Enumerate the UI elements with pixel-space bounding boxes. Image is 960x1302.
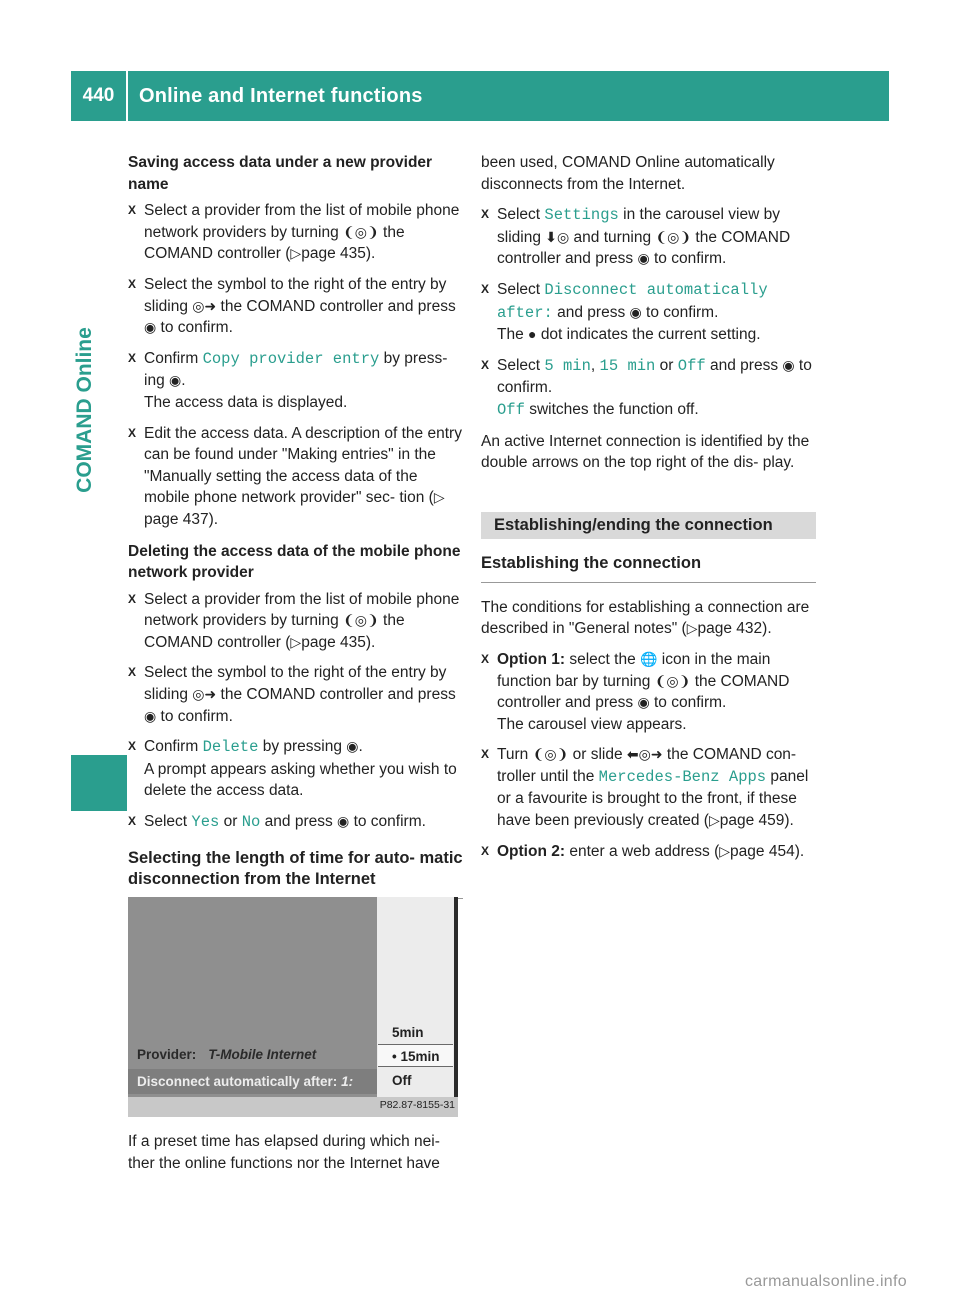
instruction-step: X Select 5 min, 15 min or Off and press ◉ to confirm. Off switches the function off. — [481, 356, 812, 419]
paragraph: An active Internet connection is identified by the double arrows on the top right of the dis- play. — [481, 432, 810, 472]
menu-item-yes: Yes — [191, 813, 220, 832]
slide-left-right-icon: ⬅◎➜ — [626, 746, 663, 763]
turn-controller-icon: ❨◎❩ — [343, 223, 379, 240]
menu-item-5min: 5 min — [544, 356, 591, 375]
header-divider — [126, 71, 128, 121]
menu-item-off: Off — [677, 356, 706, 375]
instruction-step: X Confirm Delete by pressing ◉. A prompt appears asking whether you wish to delete the access data. — [128, 738, 457, 800]
instruction-step: X Turn ❨◎❩ or slide ⬅◎➜ the COMAND con- troller until the Mercedes-Benz Apps panel or a favourite is brought to the front, if these have been previously created (▷page 459). — [481, 744, 816, 831]
menu-item-no: No — [241, 813, 261, 832]
step-arrow-icon: X — [481, 357, 490, 372]
side-tab-label: COMAND Online — [73, 327, 96, 493]
section-title: Establishing/ending the connection — [481, 512, 816, 539]
step-arrow-icon: X — [128, 739, 137, 754]
instruction-step: X Select Disconnect automatically after: and press ◉ to confirm. The ● dot indicates the current setting. — [481, 279, 816, 346]
left-column — [128, 152, 463, 913]
turn-controller-icon: ❨◎❩ — [655, 228, 692, 245]
step-arrow-icon: X — [128, 203, 137, 218]
menu-item-15min: 15 min — [599, 356, 656, 375]
paragraph: The conditions for establishing a connection are described in "General notes" (▷page 432). — [481, 597, 816, 640]
section-heading: Deleting the access data of the mobile phone network provider — [128, 542, 461, 582]
instruction-step: X Edit the access data. A description of the entry can be found under "Making entries" in the "Manually setting the access data of the mobile phone network provider" sec- tion (▷page 437). — [128, 424, 462, 528]
step-arrow-icon: X — [481, 843, 490, 858]
page-number: 440 — [82, 85, 115, 106]
menu-item-disconnect-automatically: Disconnect automatically after: — [497, 280, 768, 322]
display-screenshot — [128, 897, 458, 1117]
step-arrow-icon: X — [128, 276, 137, 291]
turn-controller-icon: ❨◎❩ — [532, 746, 569, 763]
press-controller-icon: ◉ — [169, 372, 182, 389]
step-arrow-icon: X — [481, 651, 490, 666]
press-controller-icon: ◉ — [346, 738, 359, 755]
globe-icon: 🌐 — [640, 650, 658, 667]
provider-row: Provider: T-Mobile Internet — [137, 1047, 317, 1062]
press-controller-icon: ◉ — [637, 250, 650, 267]
press-controller-icon: ◉ — [629, 303, 642, 320]
menu-item-settings: Settings — [544, 206, 619, 225]
disconnect-value: 1: — [341, 1074, 354, 1089]
page-ref-icon: ▷ — [686, 620, 698, 637]
provider-value: T-Mobile Internet — [208, 1047, 317, 1062]
watermark: carmanualsonline.info — [745, 1273, 907, 1290]
paragraph: been used, COMAND Online automatically disconnects from the Internet. — [481, 154, 775, 193]
step-arrow-icon: X — [128, 665, 137, 680]
instruction-step: X Select Yes or No and press ◉ to confirm. — [128, 813, 426, 832]
instruction-step: X Option 1: select the 🌐 icon in the main function bar by turning ❨◎❩ the COMAND controller and press ◉ to confirm. The carousel view appears. — [481, 650, 790, 733]
instruction-step: X Select the symbol to the right of the entry by sliding ◎➜ the COMAND controller and press ◉ to confirm. — [128, 274, 463, 339]
page-ref-icon: ▷ — [719, 842, 731, 859]
instruction-step: X Confirm Copy provider entry by press- ing ◉. The access data is displayed. — [128, 349, 448, 411]
instruction-step: X Select a provider from the list of mobile phone network providers by turning ❨◎❩ the COMAND controller (▷page 435). — [128, 200, 463, 265]
slide-right-icon: ◎➜ — [192, 686, 217, 703]
right-column — [481, 152, 816, 871]
caption-text: If a preset time has elapsed during which nei- ther the online functions nor the Internet have — [128, 1133, 440, 1172]
page-ref-icon: ▷ — [290, 633, 302, 650]
page-ref-icon: ▷ — [708, 812, 720, 829]
display-edge — [454, 897, 458, 1097]
figure-reference: P82.87-8155-31 — [379, 1099, 455, 1111]
step-arrow-icon: X — [128, 591, 137, 606]
menu-item-off: Off — [497, 400, 525, 419]
step-arrow-icon: X — [128, 425, 137, 440]
step-arrow-icon: X — [481, 207, 490, 222]
slide-down-icon: ⬇◎ — [545, 228, 570, 245]
step-arrow-icon: X — [481, 747, 490, 762]
press-controller-icon: ◉ — [782, 356, 795, 373]
instruction-step: X Select a provider from the list of mobile phone network providers by turning ❨◎❩ the COMAND controller (▷page 435). — [128, 589, 463, 654]
option-5min[interactable]: 5min — [392, 1025, 424, 1040]
option-off[interactable]: Off — [392, 1073, 412, 1088]
section-heading: Saving access data under a new provider name — [128, 154, 433, 193]
step-arrow-icon: X — [481, 281, 490, 296]
option-15min[interactable]: • 15min — [378, 1044, 453, 1067]
instruction-step: X Select Settings in the carousel view by sliding ⬇◎ and turning ❨◎❩ the COMAND controller and press ◉ to confirm. — [481, 204, 816, 270]
page-title: Online and Internet functions — [139, 85, 423, 107]
instruction-step: X Option 2: enter a web address (▷page 454). — [481, 841, 816, 863]
subsection-heading: Establishing the connection — [481, 553, 702, 572]
dot-icon: ● — [528, 326, 537, 343]
turn-controller-icon: ❨◎❩ — [343, 612, 379, 629]
press-controller-icon: ◉ — [144, 707, 157, 724]
page-ref-icon: ▷ — [433, 489, 445, 506]
heading-rule — [481, 582, 816, 583]
menu-item-delete: Delete — [202, 738, 259, 757]
press-controller-icon: ◉ — [144, 319, 157, 336]
menu-item-mercedes-benz-apps: Mercedes-Benz Apps — [598, 767, 767, 786]
step-arrow-icon: X — [128, 814, 137, 829]
press-controller-icon: ◉ — [637, 694, 650, 711]
slide-right-icon: ◎➜ — [192, 297, 217, 314]
step-arrow-icon: X — [128, 350, 137, 365]
subsection-heading: Selecting the length of time for auto- matic disconnection from the Internet — [128, 848, 463, 888]
page-ref-icon: ▷ — [290, 245, 302, 262]
disconnect-row[interactable]: Disconnect automatically after: 1: — [128, 1069, 377, 1094]
press-controller-icon: ◉ — [337, 813, 350, 830]
menu-item-copy-provider-entry: Copy provider entry — [202, 349, 380, 368]
side-tab-marker — [71, 755, 127, 811]
turn-controller-icon: ❨◎❩ — [654, 672, 691, 689]
instruction-step: X Select the symbol to the right of the entry by sliding ◎➜ the COMAND controller and press ◉ to confirm. — [128, 662, 463, 727]
